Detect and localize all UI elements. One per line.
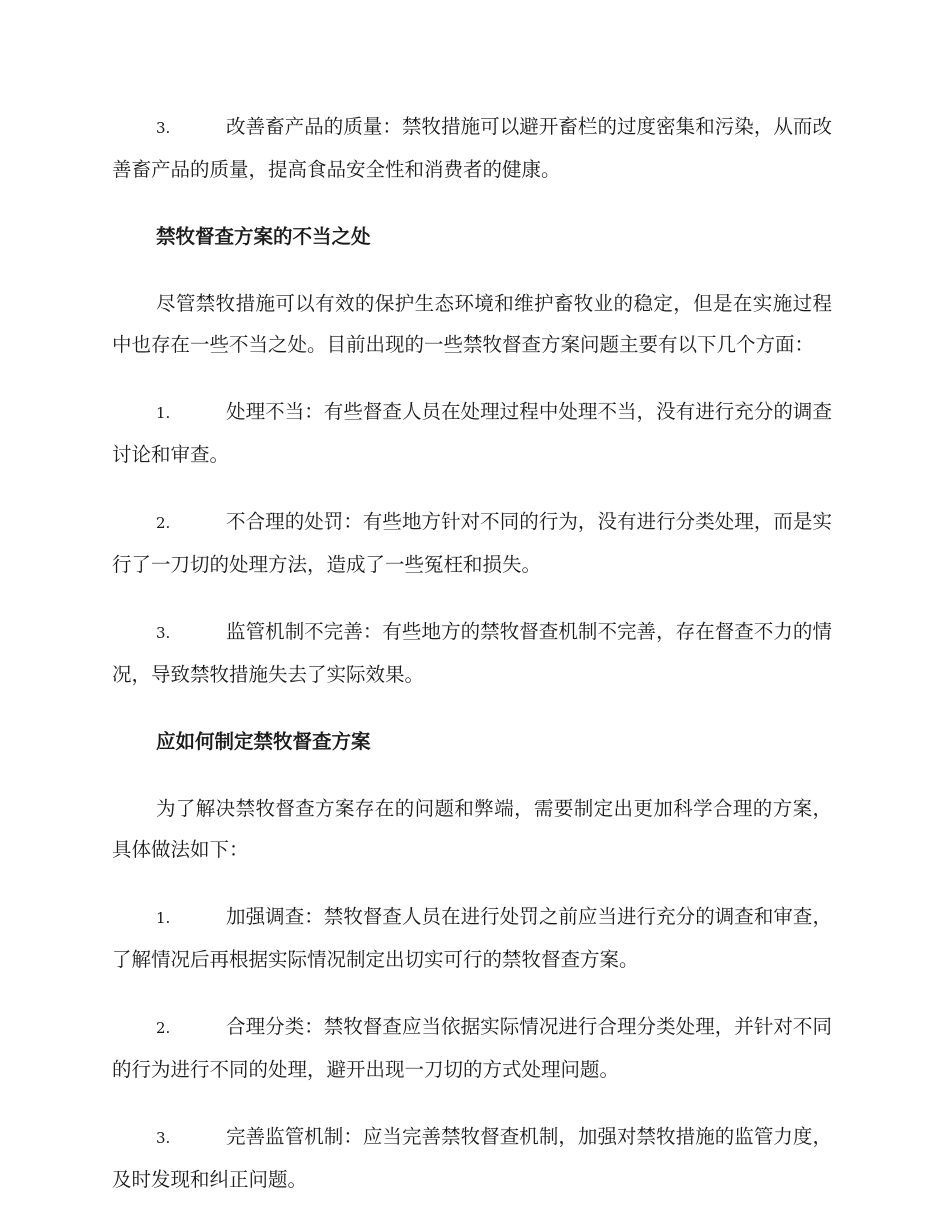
list-item [112,611,832,695]
list-number: 3. [156,119,171,137]
list-text: 加强调查：禁牧督查人员在进行处罚之前应当进行充分的调查和审查，了解情况后再根据实际情况制定出切实可行的禁牧督查方案。 [112,905,832,971]
document-page [112,106,832,1226]
list-number: 1. [156,909,171,927]
list-text: 改善畜产品的质量：禁牧措施可以避开畜栏的过度密集和污染，从而改善畜产品的质量，提高食品安全性和消费者的健康。 [112,115,832,181]
section-heading-solutions: 应如何制定禁牧督查方案 [156,730,371,753]
list-item [112,1116,832,1200]
list-text: 处理不当：有些督查人员在处理过程中处理不当，没有进行充分的调查讨论和审查。 [112,400,832,466]
list-text: 完善监管机制：应当完善禁牧督查机制，加强对禁牧措施的监管力度，及时发现和纠正问题。 [112,1125,832,1191]
list-number: 3. [156,1129,171,1147]
section-heading-problems: 禁牧督查方案的不当之处 [156,225,371,248]
list-text: 监管机制不完善：有些地方的禁牧督查机制不完善，存在督查不力的情况，导致禁牧措施失去了实际效果。 [112,620,832,686]
list-item [112,106,832,190]
list-text: 不合理的处罚：有些地方针对不同的行为，没有进行分类处理，而是实行了一刀切的处理方法，造成了一些冤枉和损失。 [112,510,832,576]
list-number: 2. [156,514,171,532]
list-item [112,391,832,475]
list-item [112,501,832,585]
section-intro-solutions: 为了解决禁牧督查方案存在的问题和弊端，需要制定出更加科学合理的方案，具体做法如下： [112,797,832,861]
list-text: 合理分类：禁牧督查应当依据实际情况进行合理分类处理，并针对不同的行为进行不同的处理，避开出现一刀切的方式处理问题。 [112,1015,832,1081]
section-intro-problems: 尽管禁牧措施可以有效的保护生态环境和维护畜牧业的稳定，但是在实施过程中也存在一些不当之处。目前出现的一些禁牧督查方案问题主要有以下几个方面： [112,292,832,356]
list-number: 1. [156,404,171,422]
list-item [112,896,832,980]
list-number: 2. [156,1019,171,1037]
list-number: 3. [156,624,171,642]
list-item [112,1006,832,1090]
